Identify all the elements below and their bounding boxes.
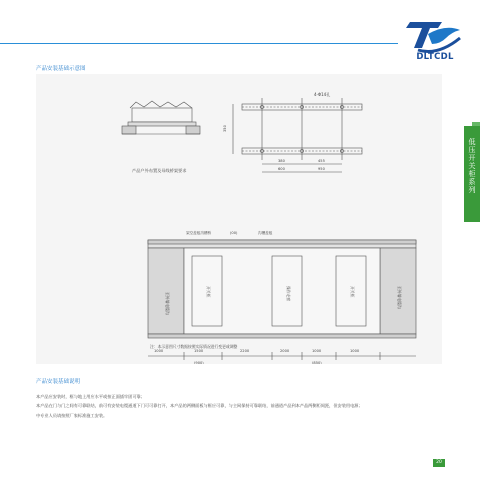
bottom-dim-3: 2200 xyxy=(240,349,250,353)
sub-dim-1: (900) xyxy=(194,361,204,364)
bottom-dim-5: 1000 xyxy=(312,349,322,353)
dim-top-1: 380 xyxy=(278,159,285,163)
caption-top: 产品户外布置及母线桥架要求 xyxy=(132,168,187,173)
install-notes xyxy=(36,392,446,420)
label-sand-cover: 架空盖板沟槽桥 xyxy=(186,231,212,235)
bottom-dim-2: 1500 xyxy=(194,349,204,353)
brand-name: DLTCDL xyxy=(416,52,454,62)
room-mid-a: 开关柜 xyxy=(206,286,211,298)
dim-holes: 4-Φ14孔 xyxy=(314,92,331,97)
note-line: 本产品在门与门之间有可靠联结，前可有安装电缆通道下门可可靠打开，本产品的两侧面板与框应可靠，与主网保持可靠联结，前通道产品到本产品两侧柜间距，但安装用电源； xyxy=(36,403,363,409)
label-plus: (00) xyxy=(230,231,238,235)
page-number: 20 xyxy=(433,459,445,467)
channel-plan xyxy=(233,98,362,172)
diagram-note: 注：本示意图尺寸数据按照实际情况进行变更或调整 xyxy=(150,344,238,349)
header-rule xyxy=(0,43,398,44)
room-right: 至外墙电缆沟 xyxy=(397,286,402,309)
cabinet-elevation xyxy=(122,101,200,134)
bottom-dim-4: 2000 xyxy=(280,349,290,353)
note-line: 中专业人员请按照厂家标准施工安装。 xyxy=(36,412,108,418)
bottom-dim-1: 1000 xyxy=(154,349,164,353)
section-title-install-diagram: 产品安装基础示意图 xyxy=(36,66,86,72)
room-mid-b: 操作走廊 xyxy=(286,286,291,302)
bottom-dim-6: 1000 xyxy=(350,349,360,353)
note-line: 本产品应安装时，框与地上用应水平或按正面插牢固可靠； xyxy=(36,394,145,399)
label-slot: 沟槽盖板 xyxy=(258,231,273,235)
dim-top-2: 455 xyxy=(318,159,325,163)
sub-dim-2: (850) xyxy=(312,361,322,364)
dim-bottom-2: 950 xyxy=(318,167,325,171)
installation-diagram xyxy=(36,74,442,364)
side-tab-label: 低压开关柜系列 xyxy=(468,138,476,194)
room-mid-c: 开关柜 xyxy=(350,286,355,298)
dim-bottom-1: 600 xyxy=(278,167,285,171)
dim-vertical: 350 xyxy=(223,125,227,132)
foundation-section xyxy=(148,240,416,360)
room-left: 至外墙电缆沟 xyxy=(165,292,170,315)
section-title-install-notes: 产品安装基础说明 xyxy=(36,379,81,385)
